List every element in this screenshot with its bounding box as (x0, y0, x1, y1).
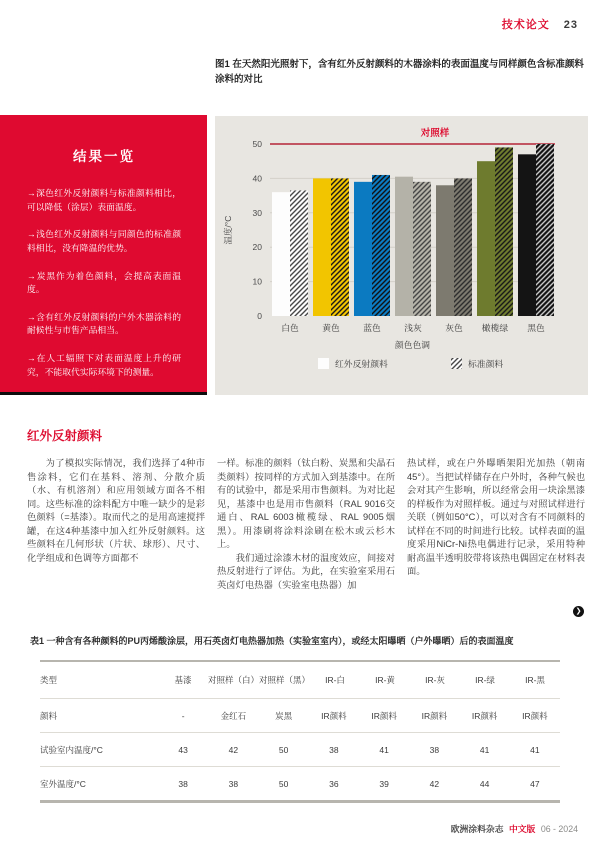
table-cell: 44 (479, 778, 490, 789)
table-cell: 50 (278, 744, 289, 755)
table-cell: IR颜料 (421, 710, 448, 721)
table-cell: 38 (429, 744, 440, 755)
table-cell: 38 (228, 778, 239, 789)
table-header-cell: 类型 (40, 675, 58, 685)
table-cell: - (181, 710, 185, 721)
bar-ir-橄榄绿 (477, 161, 495, 316)
table-header-cell: 对照样（白） (207, 675, 259, 685)
bar-ir-黑色 (518, 154, 536, 316)
table-cell: 47 (530, 778, 540, 789)
x-category-label: 白色 (281, 323, 299, 333)
figure-1-chart (215, 116, 588, 395)
bar-standard-白色 (290, 190, 308, 316)
x-category-label: 浅灰 (404, 323, 422, 333)
table-cell: 试验室内温度/°C (40, 744, 103, 755)
sidebar-bullet: →在人工辐照下对表面温度上升的研究，不能取代实际环境下的测量。 (27, 353, 181, 377)
bar-standard-浅灰 (413, 182, 431, 316)
bar-standard-灰色 (454, 178, 472, 316)
table-cell: IR颜料 (522, 710, 548, 721)
section-title: 技术论文 (501, 19, 550, 31)
table-cell: 室外温度/°C (40, 778, 86, 789)
table-cell: 50 (278, 778, 289, 789)
bar-chart-svg (215, 116, 588, 395)
table-cell: 41 (379, 744, 389, 755)
bar-standard-黄色 (331, 178, 349, 316)
article-col-1 (27, 457, 205, 621)
edition-label: 中文版 (508, 824, 536, 834)
results-sidebar (0, 115, 207, 395)
table-header-cell: 基漆 (174, 675, 192, 685)
data-table (40, 660, 560, 803)
page-header (502, 16, 578, 32)
paragraph: 热试样，或在户外曝晒架阳光加热（朝南45°）。当把试样储存在户外时，各种气候也会对其产生影响，所以经常会用一块涂黑漆的样板作为对照样板。通过与对照试样进行关联（例如50°C），可以对含有不同颜料的试样在不同的时间进行比较。试样表面的温度采用NiCr-Ni热电偶进行记录，采用特种耐高温半透明胶带将该热电偶固定在材料表面。 (407, 458, 585, 576)
table-cell: IR颜料 (321, 710, 347, 721)
y-tick-label: 0 (257, 311, 262, 321)
bar-ir-灰色 (436, 185, 454, 316)
y-tick-label: 50 (252, 139, 262, 149)
page-footer (451, 822, 578, 835)
sidebar-title: 结果一览 (73, 149, 135, 164)
bar-standard-蓝色 (372, 175, 390, 316)
legend-label-standard: 标准颜料 (468, 359, 504, 369)
table-cell: 颜料 (40, 710, 58, 721)
table-cell: 42 (228, 744, 239, 755)
table-cell: 41 (530, 744, 540, 755)
sidebar-bullets (27, 187, 181, 379)
journal-name: 欧洲涂料杂志 (450, 824, 504, 834)
article-body (27, 426, 587, 621)
legend-label-ir: 红外反射颜料 (335, 359, 388, 369)
table-cell: IR颜料 (371, 710, 397, 721)
table-cell: 38 (329, 744, 339, 755)
legend-swatch-ir (318, 358, 329, 369)
x-category-label: 黑色 (527, 323, 545, 333)
sidebar-bullet: →炭黑作为着色颜料，会提高表面温度。 (27, 270, 181, 295)
sidebar-bullet: →含有红外反射颜料的户外木器涂料的耐候性与市售产品相当。 (27, 311, 181, 336)
table-cell: 43 (178, 744, 188, 755)
page-number: 23 (563, 19, 578, 31)
y-tick-label: 10 (252, 276, 262, 287)
table-row (40, 699, 560, 733)
table-header-row (40, 662, 560, 699)
table-cell: 38 (178, 778, 188, 789)
bar-ir-蓝色 (354, 182, 372, 316)
continuation-arrow-icon: ❯ (573, 606, 584, 617)
table-row (40, 767, 560, 800)
table-cell: IR颜料 (471, 710, 498, 721)
article-col-2 (217, 457, 395, 621)
table-caption: 表1 一种含有各种颜料的PU丙烯酸涂层，用石英卤灯电热器加热（实验室室内），或经太阳曝晒（户外曝晒）后的表面温度 (30, 636, 514, 646)
paragraph: 为了模拟实际情况，我们选择了4种市售涂料，它们在基料、溶剂、分散介质（水、有机溶剂）和应用领域方面各不相同。这些标准的涂料配方中唯一缺少的是彩色颜料（=基漆）。取而代之的是用高速搅拌罐，在这4种基漆中加入红外反射颜料。这些颜料在几何形状（片状、球形）、尺寸、化学组成和色调等方面都不 (27, 458, 205, 563)
table-header-cell: IR-绿 (475, 675, 495, 685)
x-category-label: 蓝色 (363, 323, 381, 333)
table-cell: 41 (479, 744, 490, 755)
x-category-label: 橄榄绿 (481, 323, 509, 333)
table-cell: 36 (329, 778, 339, 789)
issue-number: 06 - 2024 (540, 824, 578, 834)
table-header-cell: IR-黑 (525, 675, 545, 685)
x-axis-label: 颜色色调 (394, 340, 431, 350)
table-cell: 39 (379, 778, 389, 789)
bar-ir-白色 (272, 192, 290, 316)
sidebar-bullet: →浅色红外反射颜料与同颜色的标准颜料相比，没有降温的优势。 (27, 229, 181, 253)
figure-caption: 图1 在天然阳光照射下，含有红外反射颜料的木器涂料的表面温度与同样颜色含标准颜料涂料的对比 (215, 59, 584, 85)
table-cell: 炭黑 (275, 710, 293, 721)
table-header-cell: IR-黄 (375, 675, 395, 685)
y-tick-label: 30 (252, 207, 262, 218)
bar-ir-浅灰 (395, 177, 413, 316)
bar-standard-黑色 (536, 144, 554, 316)
legend-swatch-standard (451, 358, 462, 369)
article-columns (27, 457, 587, 621)
paragraph: 一样。标准的颜料（钛白粉、炭黑和尖晶石类颜料）按同样的方式加入到基漆中。在所有的试验中，都是采用市售颜料。为对比起见，基漆中也是用市售颜料（RAL 9016交通白、RAL 6003橄榄绿、RAL 9005烟黑）。用漆刷将涂料涂刷在松木或云杉木上。 (217, 458, 395, 549)
table-header-cell: IR-白 (325, 675, 345, 685)
bar-standard-橄榄绿 (495, 147, 513, 316)
reference-line-label: 对照样 (420, 128, 450, 139)
x-category-label: 黄色 (322, 323, 340, 333)
y-tick-label: 40 (252, 173, 262, 184)
y-axis-label: 温度/°C (223, 215, 233, 245)
table-row (40, 733, 560, 767)
paragraph: 我们通过涂漆木材的温度效应，间接对热反射进行了评估。为此，在实验室采用石英卤灯电热器（实验室电热器）加 (217, 552, 395, 590)
table-cell: 42 (429, 778, 440, 789)
sidebar-bullet: →深色红外反射颜料与标准颜料相比，可以降低（涂层）表面温度。 (27, 188, 181, 212)
x-category-label: 灰色 (445, 323, 463, 333)
y-tick-label: 20 (252, 242, 262, 253)
table-header-cell: IR-灰 (425, 675, 445, 685)
table-header-cell: 对照样（黑） (259, 675, 311, 685)
table-cell: 金红石 (220, 710, 247, 721)
article-heading: 红外反射颜料 (27, 429, 103, 443)
article-col-3 (407, 457, 585, 621)
bar-ir-黄色 (313, 178, 331, 316)
